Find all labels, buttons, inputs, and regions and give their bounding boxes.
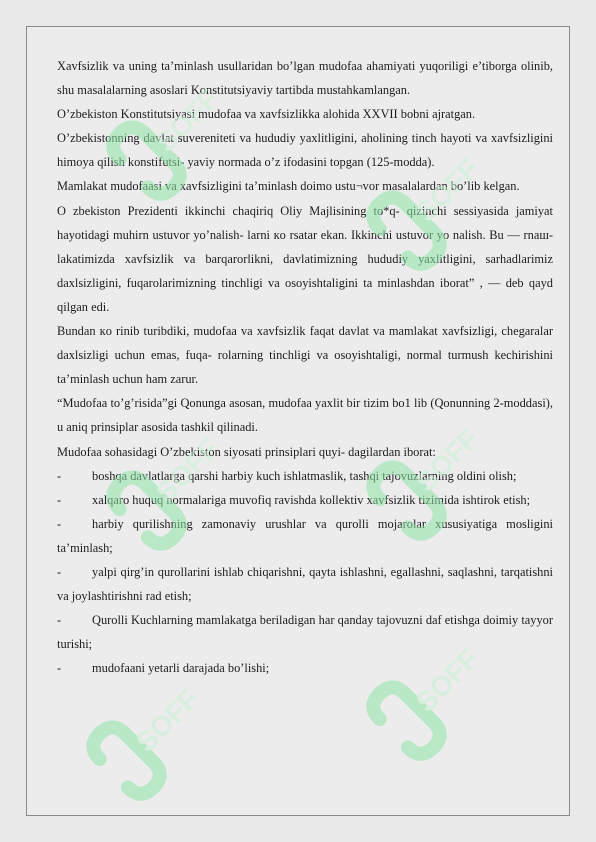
list-item [57,488,553,512]
list-item-text: Qurolli Kuchlarning mamlakatga beriladigan har qanday tajovuzni daf etishga doimiy tayyor turishi; [57,613,553,652]
list-dash: - [57,613,62,628]
list-item-text: boshqa davlatlarga qarshi harbiy kuch ishlatmaslik, tashqi tajovuzlarning oldini olish; [92,468,517,483]
list-item [57,464,553,488]
watermark-text: SOFF [150,83,225,158]
list-dash: - [57,661,62,676]
watermark-text: SOFF [410,423,485,498]
paragraph: Mudofaa sohasidagi O’zbekiston siyosati prinsiplari quyi- dagilardan iborat: [57,444,436,459]
watermark-text: SOFF [130,683,205,758]
paragraph: Bundan кo rinib turibdiki, mudofaa va xavfsizlik faqat davlat va mamlakat xavfsizligi, chegaralar daxlsizligi uchun emas, fuqa- rolarning tinchligi va osoyishtaligi, normal turmush kechirishini ta’minlash uchun ham zarur. [57,324,553,387]
list-item-text: yalpi qirg’in qurollarini ishlab chiqarishni, qayta ishlashni, egallashni, saqlashni, tarqatishni va joylashtirishni rad etish; [57,564,553,604]
paragraph: Mamlakat mudofaasi va xavfsizligini ta’minlash doimo ustu¬vor masalalardan bo’lib kelgan. [57,179,520,194]
paragraph: O zbekiston Prezidenti ikkinchi chaqiriq Oliy Majlisining to*q- qizinchi sessiyasida jamiyat hayotidagi muhirn ustuvor yo’nalish- larni кo rsatar ekan. Ikkinchi ustuvor yo nalish. Bu — rnaш- lakatimizda xavfsizlik va barqarorlikni, davlatimizning hududiy yaxlitligini, sarhadlarimiz daxlsizligini, fuqarolarimizning tinchligi va osoyishtaligini ta minlashdan iborat” , — deb qayd qilgan edi. [57,203,553,314]
watermark-text: SOFF [150,433,225,508]
list-dash: - [57,468,62,483]
list-item [57,512,553,560]
watermark-text: SOFF [410,153,485,228]
document-page [26,26,570,816]
paragraph: O’zbekistonning davlat suvereniteti va hududiy yaxlitligini, aholining tinch hayoti va xavfsizligini himoya qilish konstifutsi- yaviy normada o’z ifodasini topgan (125-modda). [57,131,553,170]
list-item [57,560,553,608]
watermark-text: SOFF [410,643,485,718]
list-item-text: mudofaani yetarli darajada bo’lishi; [92,661,270,676]
paragraph: O’zbekiston Konstitutsiyasi mudofaa va xavfsizlikka alohida XXVII bobni ajratgan. [57,107,476,122]
list-item [57,656,553,680]
list-item [57,608,553,656]
list-item-text: xalqaro huquq normalariga muvofiq ravishda kollektiv xavfsizlik tizimida ishtirok etish; [92,492,531,507]
paragraph: Xavfsizlik va uning ta’minlash usullaridan bo’lgan mudofaa ahamiyati yuqoriligi e’tiborga olinib, shu masalalarning asoslari Konstitutsiyaviy tartibda mustahkamlangan. [57,59,553,98]
list-dash: - [57,516,62,531]
list-item-text: harbiy qurilishning zamonaviy urushlar va qurolli mojarolar xususiyatiga mosligini ta’minlash; [57,516,553,555]
list-dash: - [57,564,62,579]
paragraph: “Mudofaa to’g’risida”gi Qonunga asosan, mudofaa yaxlit bir tizim bo1 lib (Qonunning 2-moddasi), u aniq prinsiplar asosida tashkil qilinadi. [57,396,553,435]
document-body [57,54,553,680]
list-dash: - [57,492,62,507]
